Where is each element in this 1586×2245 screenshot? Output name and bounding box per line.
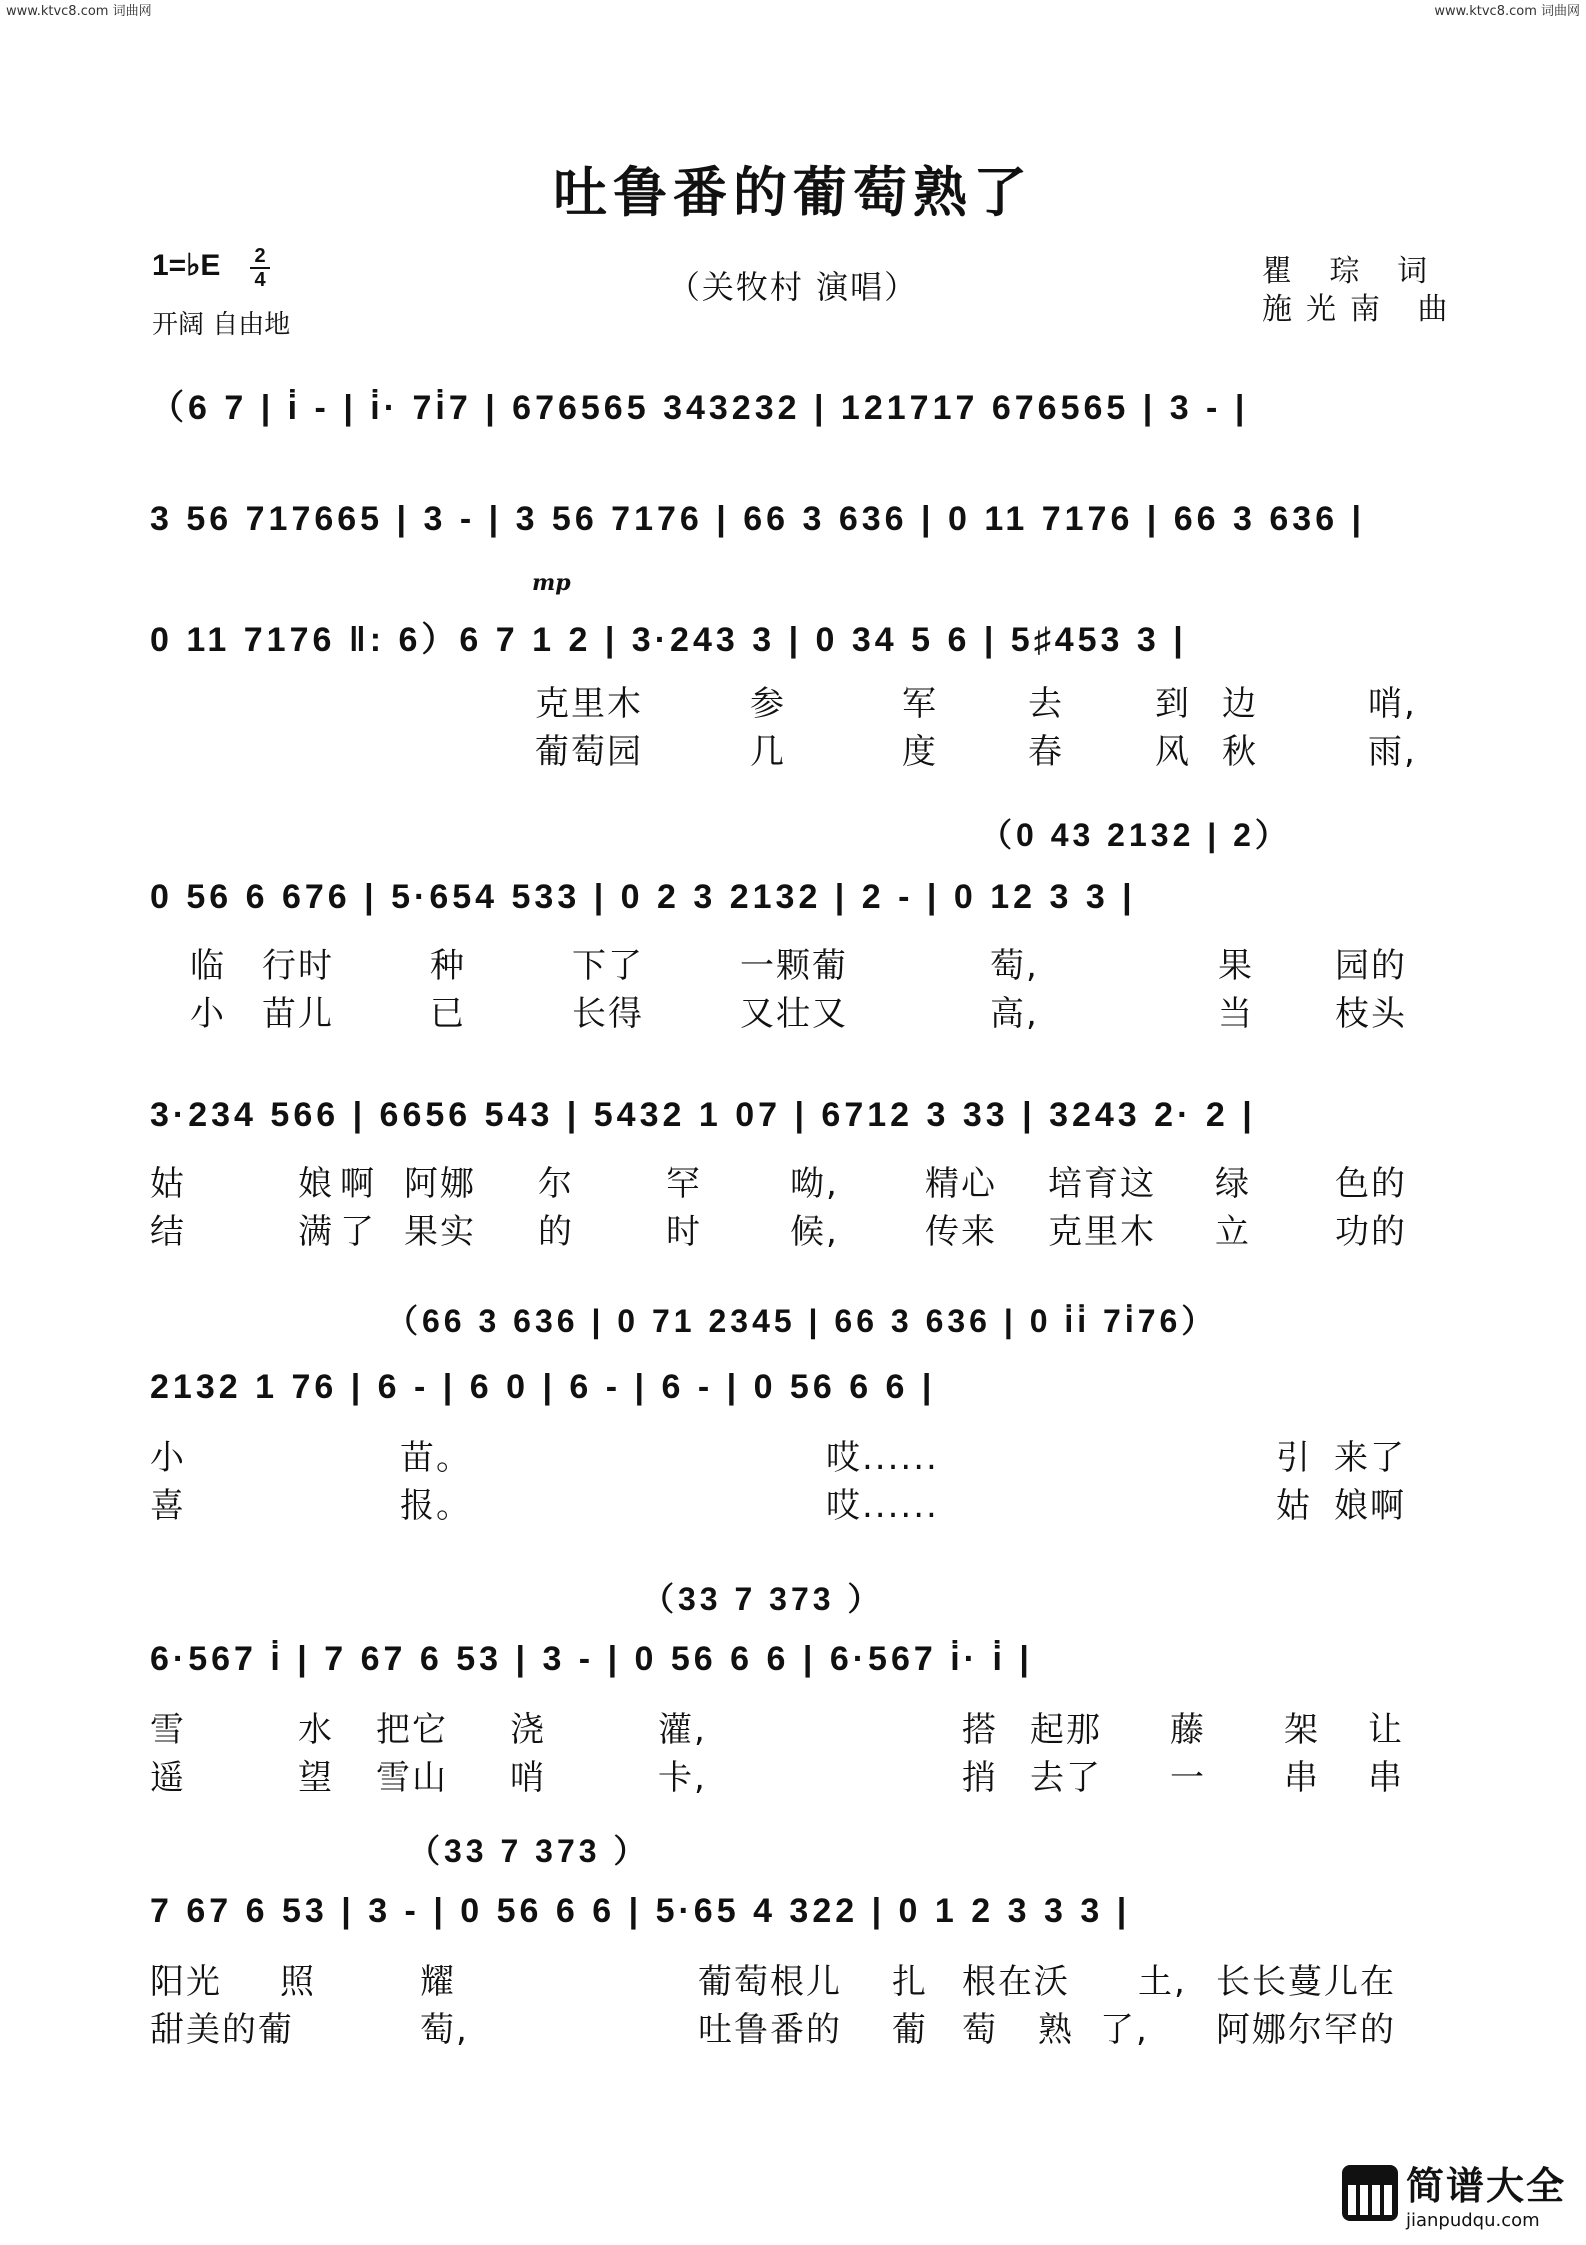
lyric-syllable: 葡 (892, 2010, 928, 2050)
lyric-syllable: 精心 (925, 1164, 997, 1204)
lyric-syllable: 望 (298, 1758, 334, 1798)
lyric-syllable: 来了 (1334, 1438, 1406, 1478)
lyric-syllable: 绿 (1215, 1164, 1251, 1204)
song-title: 吐鲁番的葡萄熟了 (553, 160, 1033, 224)
lyric-syllable: 几 (750, 732, 786, 772)
lyric-syllable: 姑 (1276, 1486, 1312, 1526)
lyric-syllable: 小 (190, 994, 226, 1034)
lyric-syllable: 萄, (420, 2010, 469, 2050)
lyric-syllable: 串 (1368, 1758, 1404, 1798)
lyric-syllable: 高, (990, 994, 1039, 1034)
lyric-syllable: 去 (1028, 684, 1064, 724)
lyric-syllable: 果实 (404, 1212, 476, 1252)
lyric-syllable: 已 (430, 994, 466, 1034)
lyric-syllable: 雪 (150, 1710, 186, 1750)
lyric-syllable: 培育这 (1048, 1164, 1156, 1204)
lyric-syllable: 根在沃 (962, 1962, 1070, 2002)
lyric-syllable: 行时 (262, 946, 334, 986)
lyric-syllable: 扎 (892, 1962, 928, 2002)
lyric-syllable: 临 (190, 946, 226, 986)
lyric-syllable: 苗。 (400, 1438, 472, 1478)
lyric-syllable: 园的 (1335, 946, 1407, 986)
lyric-syllable: 阿娜 (404, 1164, 476, 1204)
lyric-syllable: 啊 (340, 1164, 376, 1204)
lyric-syllable: 土, (1138, 1962, 1187, 2002)
lyric-syllable: 长长蔓儿在 (1216, 1962, 1396, 2002)
score-row-7: 6·567 i̇ | 7 67 6 53 | 3 - | 0 56 6 6 | 6·567 i̇· i̇ | (150, 1640, 1033, 1678)
lyric-syllable: 葡萄园 (535, 732, 643, 772)
score-row-1: （6 7 | i̇ - | i̇· 7i̇7 | 676565 343232 | 121717 676565 | 3 - | (150, 389, 1249, 427)
lyric-syllable: 又壮又 (740, 994, 848, 1034)
lyric-syllable: 候, (790, 1212, 839, 1252)
lyric-syllable: 色的 (1335, 1164, 1407, 1204)
composer-credit: 施光南 曲 (1262, 292, 1462, 327)
lyric-syllable: 搭 (962, 1710, 998, 1750)
lyric-syllable: 卡, (658, 1758, 707, 1798)
performer: （关牧村 演唱） (667, 268, 919, 306)
lyric-syllable: 耀 (420, 1962, 456, 2002)
lyric-syllable: 水 (298, 1710, 334, 1750)
lyric-syllable: 春 (1028, 732, 1064, 772)
lyric-syllable: 甜美的葡 (150, 2010, 294, 2050)
lyric-syllable: 灌, (658, 1710, 707, 1750)
logo-name: 简谱大全 (1405, 2164, 1566, 2208)
score-row-8: 7 67 6 53 | 3 - | 0 56 6 6 | 5·65 4 322 | 0 1 2 3 3 3 | (150, 1892, 1131, 1930)
lyric-syllable: 军 (902, 684, 938, 724)
tempo-marking: 开阔 自由地 (152, 310, 291, 340)
lyric-syllable: 串 (1284, 1758, 1320, 1798)
lyric-syllable: 雪山 (376, 1758, 448, 1798)
lyric-syllable: 枝头 (1335, 994, 1407, 1034)
lyric-syllable: 起那 (1030, 1710, 1102, 1750)
lyric-syllable: 吐鲁番的 (698, 2010, 842, 2050)
lyric-syllable: 罕 (666, 1164, 702, 1204)
lyric-syllable: 度 (902, 732, 938, 772)
time-top: 2 (254, 245, 266, 267)
lyric-syllable: 萄, (990, 946, 1039, 986)
lyric-syllable: 让 (1368, 1710, 1404, 1750)
lyric-syllable: 秋 (1222, 732, 1258, 772)
lyric-syllable: 当 (1218, 994, 1254, 1034)
lyric-syllable: 满 (298, 1212, 334, 1252)
lyricist-credit: 瞿 琮 词 (1262, 254, 1442, 289)
accompaniment-row-6: （66 3 636 | 0 71 2345 | 66 3 636 | 0 i̇i̇ 7i̇76） (386, 1303, 1218, 1339)
lyric-syllable: 哨 (510, 1758, 546, 1798)
logo-url: jianpudqu.com (1405, 2210, 1540, 2231)
lyric-syllable: 哎...... (826, 1486, 939, 1526)
lyric-syllable: 功的 (1335, 1212, 1407, 1252)
lyric-syllable: 引 (1276, 1438, 1312, 1478)
lyric-syllable: 浇 (510, 1710, 546, 1750)
lyric-syllable: 捎 (962, 1758, 998, 1798)
lyric-syllable: 下了 (572, 946, 644, 986)
accompaniment-row-4: （0 43 2132 | 2） (980, 817, 1291, 853)
lyric-syllable: 克里木 (1048, 1212, 1156, 1252)
lyric-syllable: 结 (150, 1212, 186, 1252)
score-row-4: 0 56 6 676 | 5·654 533 | 0 2 3 2132 | 2 - | 0 12 3 3 | (150, 878, 1136, 916)
site-logo[interactable] (1342, 2155, 1566, 2231)
lyric-syllable: 种 (430, 946, 466, 986)
lyric-syllable: 阳光 (150, 1962, 222, 2002)
lyric-syllable: 边 (1222, 684, 1258, 724)
lyric-syllable: 藤 (1170, 1710, 1206, 1750)
watermark-left: www.ktvc8.com 词曲网 (6, 4, 152, 19)
lyric-syllable: 一 (1170, 1758, 1206, 1798)
lyric-syllable: 喜 (150, 1486, 186, 1526)
dynamic-mp: mp (532, 570, 571, 596)
lyric-syllable: 克里木 (535, 684, 643, 724)
lyric-syllable: 葡萄根儿 (698, 1962, 842, 2002)
lyric-syllable: 了 (340, 1212, 376, 1252)
lyric-syllable: 参 (750, 684, 786, 724)
score-row-2: 3 56 717665 | 3 - | 3 56 7176 | 66 3 636 | 0 11 7176 | 66 3 636 | (150, 500, 1366, 538)
lyric-syllable: 立 (1215, 1212, 1251, 1252)
key-signature: 1=♭E (152, 249, 221, 282)
lyric-syllable: 姑 (150, 1164, 186, 1204)
lyric-syllable: 了, (1100, 2010, 1149, 2050)
lyric-syllable: 哎...... (826, 1438, 939, 1478)
score-row-6: 2132 1 76 | 6 - | 6 0 | 6 - | 6 - | 0 56 6 6 | (150, 1368, 936, 1406)
lyric-syllable: 照 (280, 1962, 316, 2002)
accompaniment-row-7: （33 7 373 ） (642, 1581, 884, 1617)
lyric-syllable: 长得 (572, 994, 644, 1034)
lyric-syllable: 娘 (298, 1164, 334, 1204)
lyric-syllable: 哨, (1368, 684, 1417, 724)
score-row-3: 0 11 7176 ‖: 6）6 7 1 2 | 3·243 3 | 0 34 5 6 | 5♯453 3 | (150, 621, 1187, 659)
lyric-syllable: 小 (150, 1438, 186, 1478)
lyric-syllable: 传来 (925, 1212, 997, 1252)
piano-icon (1342, 2165, 1398, 2221)
lyric-syllable: 阿娜尔罕的 (1216, 2010, 1396, 2050)
lyric-syllable: 遥 (150, 1758, 186, 1798)
lyric-syllable: 把它 (376, 1710, 448, 1750)
lyric-syllable: 娘啊 (1334, 1486, 1406, 1526)
lyric-syllable: 呦, (790, 1164, 839, 1204)
lyric-syllable: 时 (666, 1212, 702, 1252)
lyric-syllable: 风 (1155, 732, 1191, 772)
lyric-syllable: 到 (1155, 684, 1191, 724)
lyric-syllable: 尔 (538, 1164, 574, 1204)
score-row-5: 3·234 566 | 6656 543 | 5432 1 07 | 6712 3 33 | 3243 2· 2 | (150, 1096, 1256, 1134)
lyric-syllable: 报。 (400, 1486, 472, 1526)
time-bottom: 4 (254, 269, 266, 291)
lyric-syllable: 的 (538, 1212, 574, 1252)
lyric-syllable: 苗儿 (262, 994, 334, 1034)
lyric-syllable: 熟 (1038, 2010, 1074, 2050)
watermark-right: www.ktvc8.com 词曲网 (1434, 4, 1580, 19)
lyric-syllable: 架 (1284, 1710, 1320, 1750)
lyric-syllable: 去了 (1030, 1758, 1102, 1798)
lyric-syllable: 果 (1218, 946, 1254, 986)
lyric-syllable: 一颗葡 (740, 946, 848, 986)
lyric-syllable: 萄 (962, 2010, 998, 2050)
lyric-syllable: 雨, (1368, 732, 1417, 772)
accompaniment-row-8: （33 7 373 ） (408, 1833, 650, 1869)
